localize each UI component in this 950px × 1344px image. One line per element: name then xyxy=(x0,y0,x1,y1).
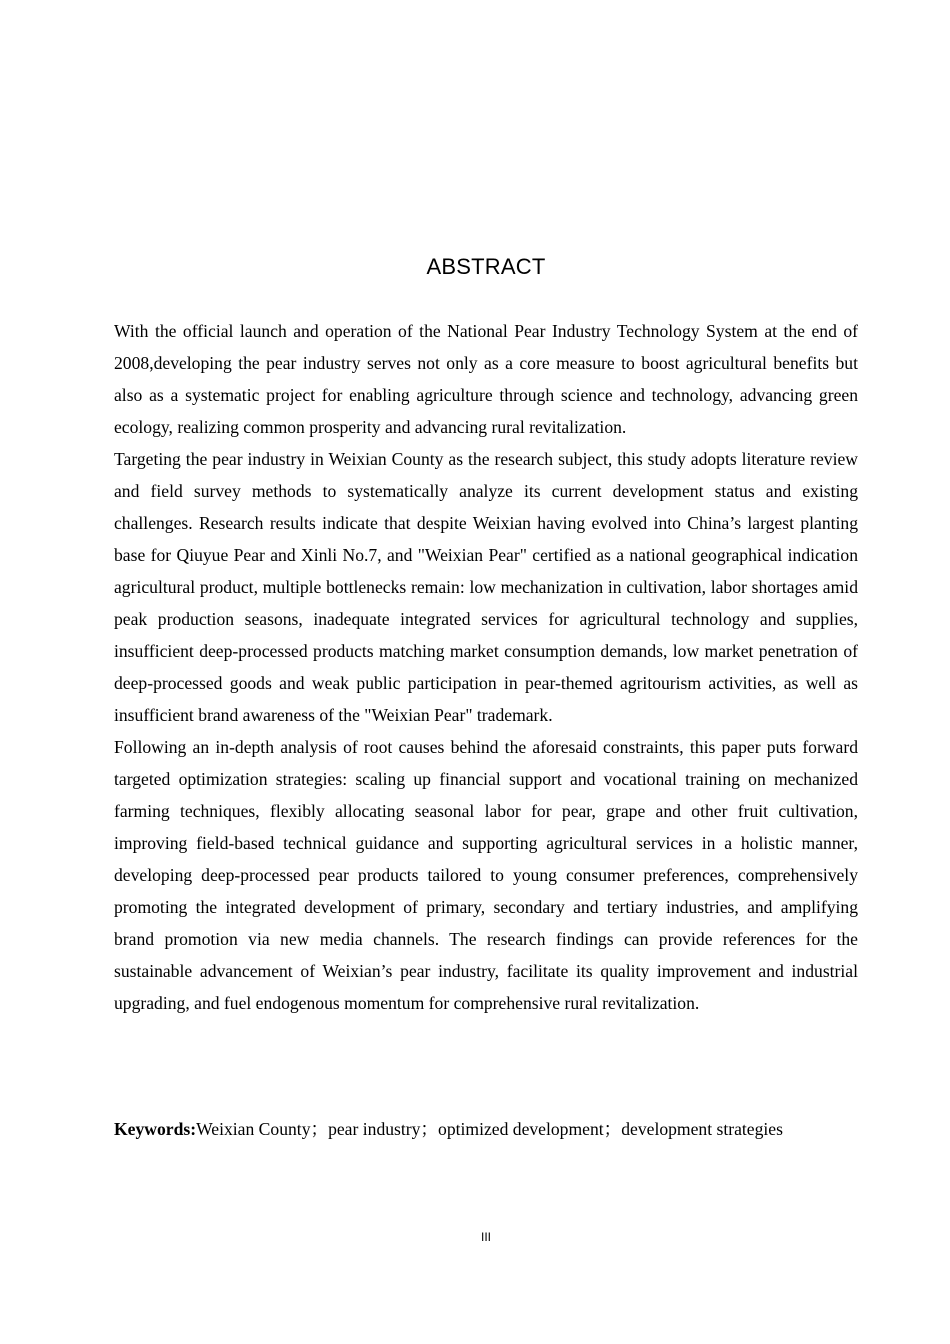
abstract-paragraph-2: Targeting the pear industry in Weixian County as the research subject, this study adopts literature review and field survey methods to systematically analyze its current development status and existing challenges. Research results indicate that despite Weixian having evolved into China’s largest planting base for Qiuyue Pear and Xinli No.7, and "Weixian Pear" certified as a national geographical indication agricultural product, multiple bottlenecks remain: low mechanization in cultivation, labor shortages amid peak production seasons, inadequate integrated services for agricultural technology and supplies, insufficient deep-processed products matching market consumption demands, low market penetration of deep-processed goods and weak public participation in pear-themed agritourism activities, as well as insufficient brand awareness of the "Weixian Pear" trademark. xyxy=(114,449,858,725)
abstract-body xyxy=(114,315,858,1019)
abstract-title: ABSTRACT xyxy=(426,254,546,279)
keywords-label: Keywords: xyxy=(114,1119,197,1139)
abstract-paragraph-3: Following an in-depth analysis of root causes behind the aforesaid constraints, this paper puts forward targeted optimization strategies: scaling up financial support and vocational training on mechanized farming techniques, flexibly allocating seasonal labor for pear, grape and other fruit cultivation, improving field-based technical guidance and supporting agricultural services in a holistic manner, developing deep-processed pear products tailored to young consumer preferences, comprehensively promoting the integrated development of primary, secondary and tertiary industries, and amplifying brand promotion via new media channels. The research findings can provide references for the sustainable advancement of Weixian’s pear industry, facilitate its quality improvement and industrial upgrading, and fuel endogenous momentum for comprehensive rural revitalization. xyxy=(114,737,858,1013)
keywords-line xyxy=(114,1113,874,1145)
abstract-paragraph-1: With the official launch and operation of the National Pear Industry Technology System at the end of 2008,developing the pear industry serves not only as a core measure to boost agricultural benefits but also as a systematic project for enabling agriculture through science and technology, advancing green ecology, realizing common prosperity and advancing rural revitalization. xyxy=(114,321,858,437)
page-number: III xyxy=(480,1230,491,1244)
keywords-list: Weixian County；pear industry；optimized development；development strategies xyxy=(196,1119,783,1139)
